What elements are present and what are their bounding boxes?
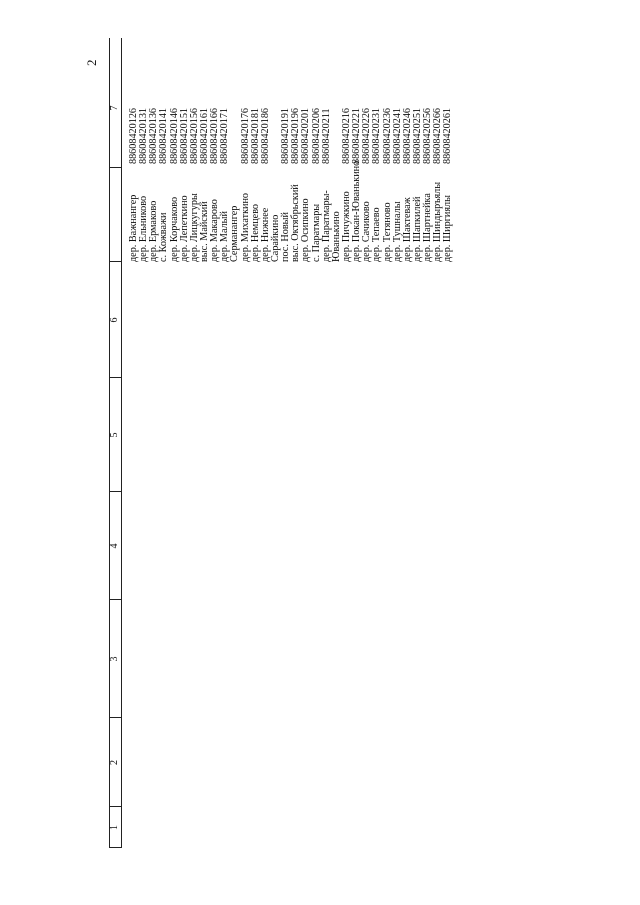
header-col-2: 2 [109,760,120,765]
settlement-name: дер. Тетяново [381,202,393,262]
oktmo-code: 88608420221 [351,107,363,164]
oktmo-code: 88608420141 [158,107,170,164]
header-col-5: 5 [109,432,120,438]
oktmo-code: 88608420196 [290,107,302,164]
page-number: 2 [84,59,99,66]
settlement-name: Юванькино [330,211,342,262]
oktmo-code: 88608420161 [198,107,210,164]
oktmo-code: 88608420226 [361,107,373,164]
header-col-6: 6 [109,317,120,323]
settlement-name: дер. Ермаково [148,200,160,262]
table-rule-header [121,38,122,848]
oktmo-code: 88608420191 [280,107,292,164]
settlement-name: дер. Шактеваж [401,197,413,262]
settlement-name: дер. Ширгиялы [442,195,454,262]
rotated-table [109,38,579,848]
header-col-7: 7 [109,105,120,111]
settlement-name: дер. Важнангер [128,194,139,262]
settlement-name: дер. Корчаково [168,196,180,262]
oktmo-code: 88608420176 [239,107,251,164]
oktmo-code: 88608420241 [391,107,403,164]
settlement-name: дер. Тушналы [391,201,403,262]
oktmo-code: 88608420211 [320,108,332,164]
settlement-name: дер. Паратмары- [320,190,332,262]
settlement-name: дер. Шиндыръялы [432,181,444,262]
settlement-name: дер. Пичужкино [340,191,352,262]
settlement-name: с. Кожважи [158,212,170,262]
oktmo-code: 88608420146 [168,107,180,164]
settlement-name: дер. Сачиково [361,201,373,262]
oktmo-code: 88608420186 [259,107,271,164]
oktmo-code: 88608420256 [422,107,434,164]
oktmo-code: 88608420171 [219,107,231,164]
settlement-name: дер. Лепеткино [178,195,190,262]
settlement-name: Сарайкино [269,214,281,262]
oktmo-code: 88608420236 [381,107,393,164]
oktmo-code: 88608420201 [300,107,312,164]
settlement-name: дер. Шапкилей [411,196,423,262]
oktmo-code: 88608420181 [249,107,261,164]
settlement-name: дер. Шартнейка [422,193,434,262]
oktmo-code: 88608420231 [371,107,383,164]
settlement-name: дер. Нижнее [259,207,271,262]
settlement-name: дер. Михаткино [239,192,251,262]
oktmo-codes-column [129,54,454,164]
oktmo-code: 88608420136 [148,107,160,164]
oktmo-code: 88608420206 [310,107,322,164]
oktmo-code: 88608420131 [138,107,150,164]
settlement-name: дер. Осипкино [300,198,312,262]
settlement-name: дер. Лицкугуры [188,193,200,262]
oktmo-code: 88608420251 [411,107,423,164]
oktmo-code: 88608420156 [188,107,200,164]
header-col-1: 1 [109,825,120,830]
settlement-name: дер. Покан-Юванькино [351,160,363,262]
settlement-name: дер. Макарово [209,199,221,262]
oktmo-code: 88608420216 [340,107,352,164]
oktmo-code: 88608420126 [128,107,139,164]
oktmo-code: 88608420246 [401,107,413,164]
header-col-3: 3 [109,656,120,662]
oktmo-code: 88608420166 [209,107,221,164]
settlement-name: дер. Немцево [249,203,261,262]
settlement-name: дер. Ельниково [138,195,150,262]
settlement-name: дер. Тепаево [371,207,383,262]
settlement-name: выс. Майский [198,201,210,262]
header-col-4: 4 [109,543,120,549]
oktmo-code: 88608420151 [178,107,190,164]
oktmo-code: 88608420261 [442,107,454,164]
settlement-name: выс. Октябрьский [290,184,302,262]
settlement-name: дер. Малый [219,211,231,262]
oktmo-code: 88608420266 [432,107,444,164]
settlement-name: пос. Новый [280,212,292,262]
settlement-name: с. Паратмары [310,203,322,262]
settlement-name: Серманангер [229,205,241,262]
